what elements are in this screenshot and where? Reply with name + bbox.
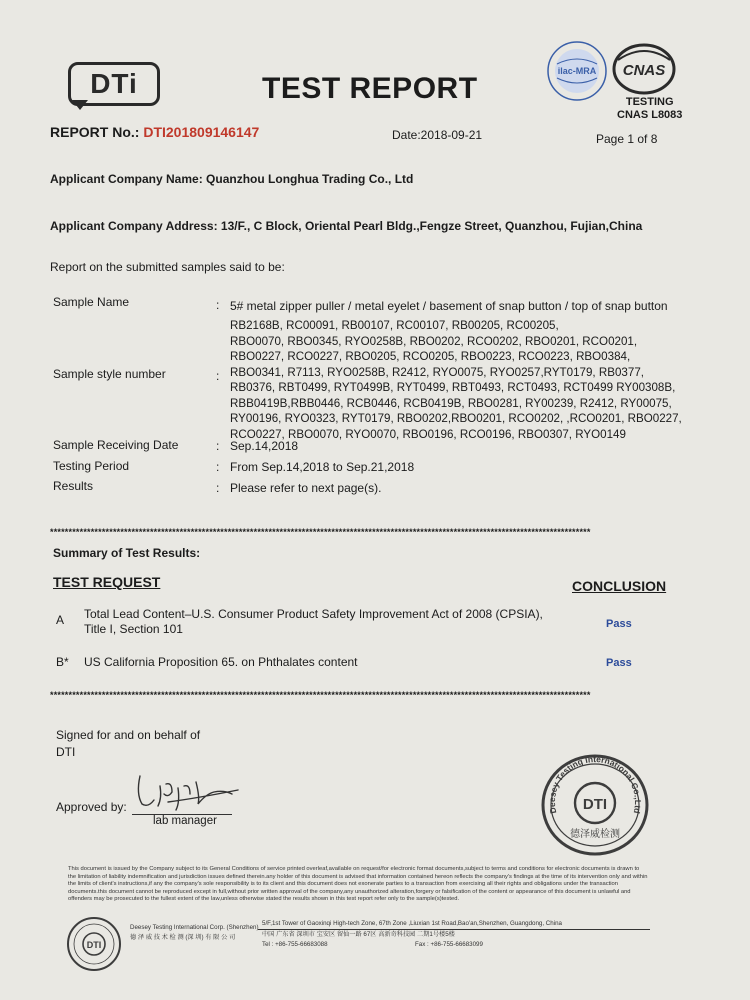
sample-style-line: RB0376, RBT0499, RYT0499B, RYT0499, RBT0493, RCT0493, RCT0499 RY00308B, <box>230 381 676 394</box>
footer-address-cn: 中国 广东省 深圳市 宝安区 留仙一路 67区 高新奇科技园 二期1号楼5楼 <box>262 931 455 938</box>
seal-bottom-text: 德泽威检测 <box>570 829 620 840</box>
applicant-address-label: Applicant Company Address: <box>50 219 218 233</box>
signed-company: DTI <box>56 745 76 759</box>
report-number-row <box>50 124 259 140</box>
receiving-date-colon: : <box>216 439 220 453</box>
sample-style-colon: : <box>216 369 220 383</box>
accreditation-line1: TESTING <box>625 96 674 108</box>
test-item-description <box>84 607 543 637</box>
testing-period-colon: : <box>216 460 220 474</box>
seal-center-text: DTI <box>582 796 608 813</box>
accreditation-label <box>617 96 682 122</box>
cnas-logo <box>612 42 676 96</box>
divider-stars-bottom: ************************************************************************************************************************************************** <box>50 690 591 700</box>
seal-ring-text: Deesey Testing International Co.,Ltd <box>546 754 644 815</box>
footer-fax: Fax : +86-755-66683099 <box>415 941 483 948</box>
approved-by-label: Approved by: <box>56 800 127 814</box>
footer-company-en: Deesey Testing International Corp. (Shenzhen) <box>130 924 259 931</box>
test-request-heading: TEST REQUEST <box>53 574 161 590</box>
divider-stars-top: ************************************************************************************************************************************************** <box>50 527 591 537</box>
ilac-text: ilac-MRA <box>557 66 597 76</box>
sample-style-line: RBO0227, RCO0227, RBO0205, RCO0205, RBO0223, RCO0223, RBO0384, <box>230 350 631 363</box>
sample-style-line: RBB0419B,RBB0446, RCB0446, RCB0419B, RBO0281, RY00239, R2412, RY00075, <box>230 396 672 410</box>
test-item-line: Total Lead Content–U.S. Consumer Product Safety Improvement Act of 2008 (CPSIA), <box>84 607 543 621</box>
applicant-company-value: Quanzhou Longhua Trading Co., Ltd <box>206 172 414 186</box>
test-item-result: Pass <box>606 618 632 630</box>
signer-role: lab manager <box>153 815 217 827</box>
summary-heading: Summary of Test Results: <box>53 546 201 560</box>
sample-style-list <box>230 318 700 442</box>
applicant-address-value: 13/F., C Block, Oriental Pearl Bldg.,Fengze Street, Quanzhou, Fujian,China <box>220 219 643 233</box>
sample-style-label: Sample style number <box>53 367 166 381</box>
sample-style-line: RY00196, RYO0323, RYT0179, RBO0202,RBO0201, RCO0202, ,RCO0201, RBO0227, <box>230 412 682 425</box>
report-number-label: REPORT No.: <box>50 124 140 140</box>
results-value: Please refer to next page(s). <box>230 481 382 495</box>
accreditation-line2: CNAS L8083 <box>617 109 683 121</box>
footer-line <box>258 929 650 930</box>
applicant-address-row <box>50 219 642 233</box>
testing-period-value: From Sep.14,2018 to Sep.21,2018 <box>230 460 415 474</box>
sample-name-value: 5# metal zipper puller / metal eyelet / basement of snap button / top of snap button <box>230 299 668 313</box>
test-item-mark: A <box>56 613 65 627</box>
handwritten-signature <box>128 764 248 814</box>
signed-on-behalf: Signed for and on behalf of <box>56 728 201 742</box>
footer-seal <box>66 916 122 972</box>
report-intro: Report on the submitted samples said to be: <box>50 260 285 274</box>
page-title: TEST REPORT <box>262 72 478 105</box>
sample-name-label: Sample Name <box>53 295 130 309</box>
ilac-mra-logo <box>546 40 608 102</box>
receiving-date-value: Sep.14,2018 <box>230 439 299 453</box>
footer-company-cn: 德 泽 威 技 术 检 测 (深 圳) 有 限 公 司 <box>130 934 236 941</box>
footer-tel: Tel : +86-755-66683088 <box>262 941 328 948</box>
test-item-line: US California Proposition 65. on Phthalates content <box>84 655 358 669</box>
company-seal <box>540 753 650 857</box>
sample-style-line: RB2168B, RC00091, RB00107, RC00107, RB00205, RC00205, <box>230 319 559 332</box>
report-number: DTI201809146147 <box>143 124 260 140</box>
disclaimer-text: This document is issued by the Company subject to its General Conditions of service printed overleaf,available on request/for electronic format documents,subject to terms and conditions for electronic documents is drawn to the limitation of liability indemnification and jurisdiction issues defined therein.any holder of this document is advised that information contained hereon reflects the company's findings at the time of its intervention only and within the limits of client's instructions,if any the company's sole responsibility is to its client and this document does not exonerate parties to a transaction from exercising all their rights and obligations under the transaction documents.this document cannot be reproduced except in full,without prior written approval of the company,any unauthorized alteration,forgery or falsification of the content or appearance of this document is unlawful and offenders may be prosecuted to the fullest extent of the law,unless otherwise stated the results shown in this test report refer only to the sample(s)tested. <box>68 866 648 903</box>
results-colon: : <box>216 481 220 495</box>
conclusion-heading: CONCLUSION <box>572 578 667 594</box>
sample-style-line: RCO0227, RBO0070, RYO0070, RBO0196, RCO0196, RBO0307, RYO0149 <box>230 427 626 441</box>
page-number: Page 1 of 8 <box>596 132 658 146</box>
footer-seal-text: DTI <box>86 940 102 950</box>
applicant-company-row <box>50 172 413 186</box>
test-item-mark: B* <box>56 655 69 669</box>
dti-logo-tail <box>72 100 88 110</box>
applicant-company-label: Applicant Company Name: <box>50 172 203 186</box>
sample-style-line: RBO0341, R7113, RYO0258B, R2412, RYO0075, RYO0257,RYT0179, RB0377, <box>230 365 644 379</box>
test-item-result: Pass <box>606 657 632 669</box>
results-label: Results <box>53 479 94 493</box>
receiving-date-label: Sample Receiving Date <box>53 438 179 452</box>
cnas-text: CNAS <box>622 62 666 79</box>
report-date: Date:2018-09-21 <box>392 128 483 142</box>
dti-logo-text: DTi <box>90 68 138 99</box>
sample-style-line: RBO0070, RBO0345, RYO0258B, RBO0202, RCO0202, RBO0201, RCO0201, <box>230 334 638 348</box>
test-item-line: Title I, Section 101 <box>84 622 183 636</box>
sample-name-colon: : <box>216 298 220 312</box>
footer-address-en: 5/F,1st Tower of Gaoxinqi High-tech Zone, 67th Zone ,Liuxian 1st Road,Bao'an,Shenzhen, Guangdong, China <box>262 920 562 927</box>
testing-period-label: Testing Period <box>53 459 130 473</box>
